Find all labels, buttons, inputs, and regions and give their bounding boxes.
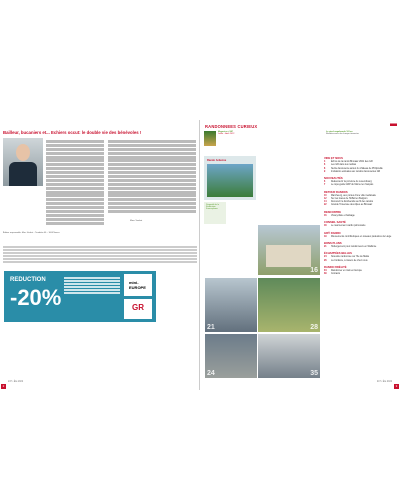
- toc-page-number: 6: [324, 181, 326, 184]
- toc-title: Nouvelle randonnée sur l'île de Malta: [331, 256, 369, 259]
- toc-title: Les GR dans les médias: [331, 164, 357, 167]
- toc-page-number: 9: [324, 170, 326, 173]
- toc-page-number: 4: [324, 161, 326, 164]
- toc-title: Hébergement pour randonneurs en Wallonie: [331, 245, 377, 248]
- toc-entry[interactable]: [324, 184, 398, 187]
- cover-feature: Rando Ardenne: [204, 156, 256, 200]
- promo-text: [64, 277, 120, 295]
- toc-page-number: 21: [324, 245, 327, 248]
- magazine-cover-thumb: [204, 131, 216, 146]
- promo-percentage: -20%: [10, 285, 62, 310]
- toc-section: GR® RANDO: [324, 231, 341, 235]
- toc-page-number: 34: [324, 269, 327, 272]
- toc-page-number: 8: [324, 167, 326, 170]
- federation-badge: Dispositif de la Fédération Francophone: [204, 202, 226, 224]
- page-number-right: 3: [395, 384, 398, 388]
- toc-section: ÉCHAPPÉES BELLES: [324, 252, 352, 256]
- toc-page-number: 19: [324, 235, 327, 238]
- flag-icon: [390, 121, 397, 126]
- magazine-info: Magazine n°247 Juillet – Août 2022: [218, 131, 235, 135]
- article-headline: Bailleur, bucaniers et... Echiers occut: le double vie des bénévoles !: [3, 130, 142, 135]
- portrait-photo: [3, 138, 43, 186]
- toc-section: BONS PLANS: [324, 241, 342, 245]
- toc-page-number: 6: [324, 164, 326, 167]
- table-of-contents: [324, 154, 398, 276]
- toc-section: RANDO FIDÉLITÉ: [324, 265, 347, 269]
- toc-section: NOUVEAUTÉS: [324, 177, 343, 181]
- promo-label: REDUCTION: [10, 277, 46, 283]
- toc-section: RENCONTRE: [324, 210, 342, 214]
- toc-section: CONSEIL SANTÉ: [324, 221, 346, 225]
- toc-section: VIDE ET NOUS: [324, 157, 343, 161]
- toc-entry[interactable]: [324, 273, 398, 276]
- top-note: Le pied vagabonde 10 km Rendez-vous de chaque trimestre: [326, 131, 359, 135]
- reduction-promo: [4, 271, 156, 322]
- toc-title: Sur les traces de Hoffall en Belgium: [331, 197, 368, 200]
- right-page: [200, 120, 400, 390]
- gr-logo: GR: [124, 299, 152, 319]
- toc-title: Le topo-guide GRP du Morvel en français: [331, 184, 374, 187]
- page-number-left: 2: [2, 384, 5, 388]
- toc-title: Vivacycliste et balisage: [331, 214, 355, 217]
- toc-page-number: 10: [324, 194, 327, 197]
- left-page: [0, 120, 200, 390]
- toc-page-number: 14: [324, 201, 327, 204]
- tower-photo: 35: [258, 334, 320, 378]
- section-rubric: RANDONNEES CURIEUX: [205, 124, 258, 129]
- toc-entry[interactable]: [324, 260, 398, 263]
- toc-page-number: 39: [324, 273, 327, 276]
- toc-entry[interactable]: [324, 215, 398, 218]
- toc-title: Invitations estivales aux randos découvertes GR: [331, 170, 381, 173]
- minieurope-logo: mini-EUROPE: [124, 274, 152, 296]
- toc-title: Randonner en train en Europe: [331, 269, 362, 272]
- trees-photo: 28: [258, 278, 320, 332]
- text-column-2: [108, 140, 196, 214]
- toc-title: Le réarmement cardio pulmonaire: [331, 225, 366, 228]
- signature: Marc Vankat: [130, 220, 143, 222]
- toc-title: Grande Traversée des Alpes au Binnaaz: [331, 204, 373, 207]
- toc-page-number: 22: [324, 204, 327, 207]
- toc-title: Contacts: [331, 273, 341, 276]
- toc-entry[interactable]: [324, 236, 398, 239]
- toc-entry[interactable]: [324, 204, 398, 207]
- toc-section: RETOUR RANDOS: [324, 190, 348, 194]
- toc-page-number: 26: [324, 259, 327, 262]
- toc-title: La Cordière, à travers de chez nous: [331, 259, 368, 262]
- toc-title: Redécouvrir la province du Luxembourg: [331, 181, 372, 184]
- info-box: [3, 246, 197, 266]
- toc-title: Découvrir la biodiversité au fil des randos: [331, 201, 374, 204]
- toc-entry[interactable]: [324, 225, 398, 228]
- toc-page-number: 7: [324, 184, 326, 187]
- toc-page-number: 12: [324, 197, 327, 200]
- toc-entry[interactable]: [324, 246, 398, 249]
- toc-page-number: 16: [324, 214, 327, 217]
- folio-right: 247 • Été 2022: [376, 381, 392, 383]
- rocks-photo: 24: [205, 334, 257, 378]
- toc-title: Mouvements contributiques en réseaux pédestres de Liège: [331, 235, 392, 238]
- toc-title: Marcheurg, aux portes d'une ville médiévale: [331, 194, 376, 197]
- text-column-1: [46, 140, 104, 226]
- toc-page-number: 18: [324, 225, 327, 228]
- magazine-spread: [0, 120, 400, 390]
- city-photo: 21: [205, 278, 257, 332]
- credits: Éditeur responsable: Marc Vankat – Tourbière 46 – 1000 Namur: [3, 232, 60, 234]
- chateau-photo: 16: [258, 225, 320, 275]
- toc-page-number: 24: [324, 256, 327, 259]
- folio-left: 247 • Été 2022: [8, 381, 24, 383]
- toc-title: Échos de la rando Binnaaz 2021 des GR: [331, 161, 373, 164]
- toc-entry[interactable]: [324, 171, 398, 174]
- toc-title: Nerlie découverte autour du château de Philipsville: [331, 167, 383, 170]
